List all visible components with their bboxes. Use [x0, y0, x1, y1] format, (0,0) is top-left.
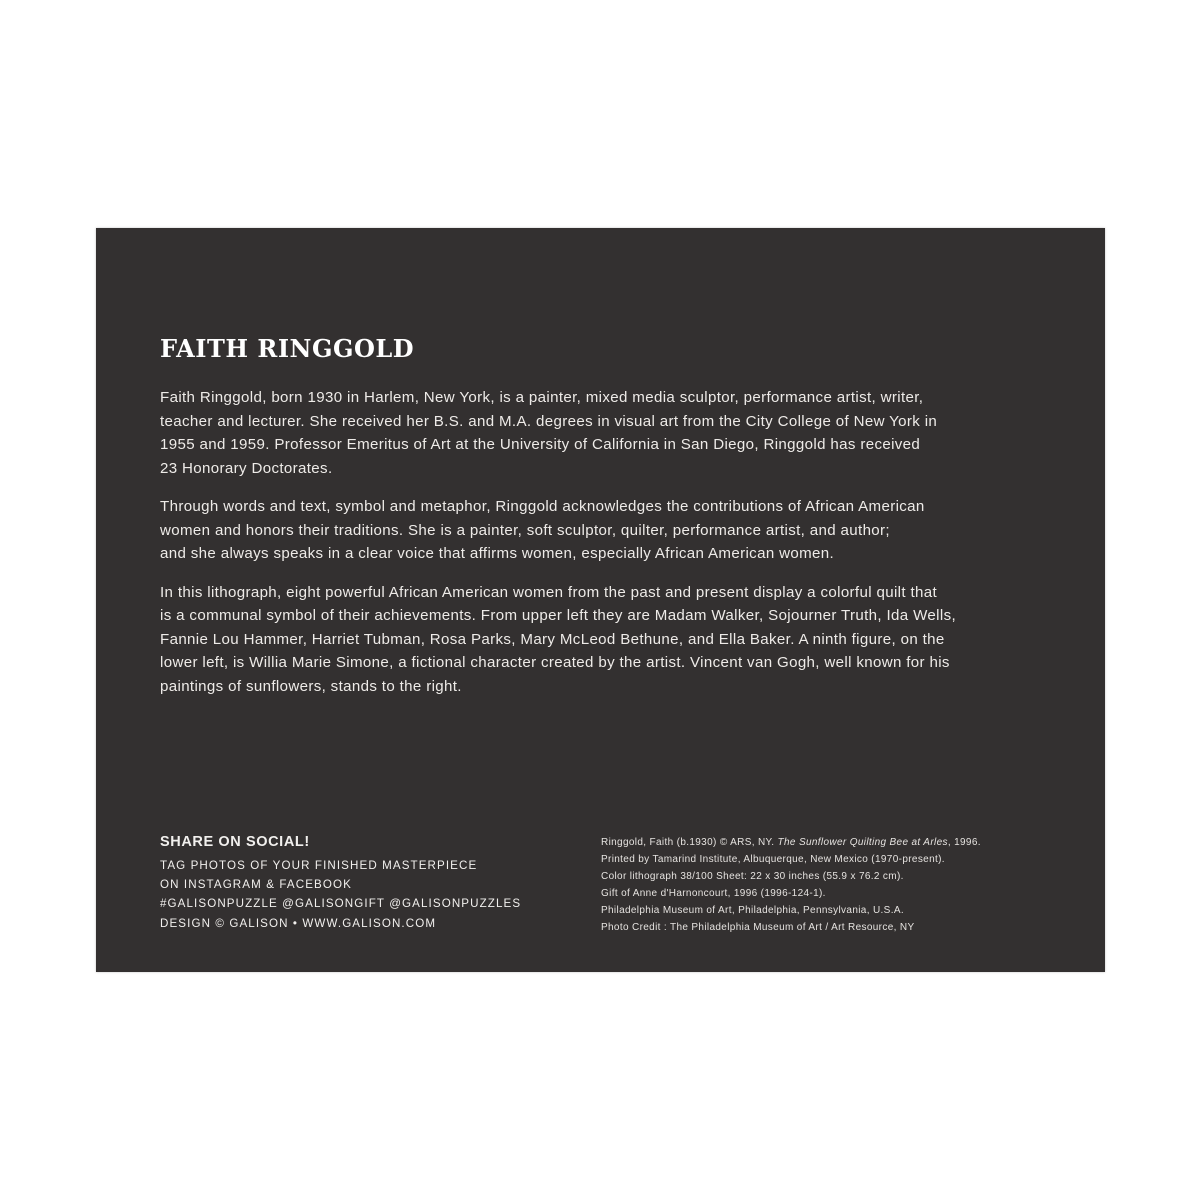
text-line: teacher and lecturer. She received her B.S. and M.A. degrees in visual art from the City College of New York in [160, 412, 938, 430]
share-line: TAG PHOTOS OF YOUR FINISHED MASTERPIECE [160, 859, 478, 872]
artist-heading: FAITH RINGGOLD [160, 334, 415, 363]
puzzle-box-back-card [96, 228, 1105, 972]
text-line: 1955 and 1959. Professor Emeritus of Art at the University of California in San Diego, Ringgold has received [160, 436, 921, 453]
share-on-social-block [160, 834, 521, 933]
design-credit-line: DESIGN © GALISON • WWW.GALISON.COM [160, 916, 437, 930]
text-line: is a communal symbol of their achievements. From upper left they are Madam Walker, Sojourner Truth, Ida Wells, [160, 607, 957, 624]
share-line: ON INSTAGRAM & FACEBOOK [160, 878, 352, 892]
credit-line: Philadelphia Museum of Art, Philadelphia, Pennsylvania, U.S.A. [601, 905, 904, 916]
text-line: paintings of sunflowers, stands to the right. [160, 677, 462, 695]
credit-line-artwork [601, 834, 981, 851]
text-line: Fannie Lou Hammer, Harriet Tubman, Rosa Parks, Mary McLeod Bethune, and Ella Baker. A ninth figure, on the [160, 630, 945, 648]
biography-text [160, 386, 1040, 713]
credit-year: , 1996. [947, 837, 981, 848]
text-line: and she always speaks in a clear voice that affirms women, especially African American women. [160, 545, 835, 562]
artwork-credits [601, 834, 981, 936]
text-line: In this lithograph, eight powerful African American women from the past and present display a colorful quilt that [160, 583, 938, 601]
text-line: 23 Honorary Doctorates. [160, 459, 333, 477]
text-line: Through words and text, symbol and metaphor, Ringgold acknowledges the contributions of African American [160, 498, 925, 515]
share-title: SHARE ON SOCIAL! [160, 834, 310, 850]
credit-line: Printed by Tamarind Institute, Albuquerque, New Mexico (1970-present). [601, 854, 945, 865]
text-line: Faith Ringgold, born 1930 in Harlem, New York, is a painter, mixed media sculptor, performance artist, writer, [160, 389, 924, 406]
bio-paragraph-1 [160, 386, 1040, 480]
text-line: women and honors their traditions. She is a painter, soft sculptor, quilter, performance artist, and author; [160, 521, 890, 539]
credit-line: Gift of Anne d'Harnoncourt, 1996 (1996-124-1). [601, 888, 826, 899]
artwork-title: The Sunflower Quilting Bee at Arles [777, 837, 948, 848]
text-line: lower left, is Willia Marie Simone, a fictional character created by the artist. Vincent van Gogh, well known for his [160, 654, 950, 671]
bio-paragraph-2 [160, 495, 1040, 566]
bio-paragraph-3 [160, 581, 1040, 699]
credit-line: Color lithograph 38/100 Sheet: 22 x 30 inches (55.9 x 76.2 cm). [601, 871, 904, 882]
hashtags-line: #GALISONPUZZLE @GALISONGIFT @GALISONPUZZLES [160, 897, 522, 911]
credit-line: Photo Credit : The Philadelphia Museum of Art / Art Resource, NY [601, 922, 915, 933]
credit-artist: Ringgold, Faith (b.1930) © ARS, NY. [601, 837, 778, 848]
